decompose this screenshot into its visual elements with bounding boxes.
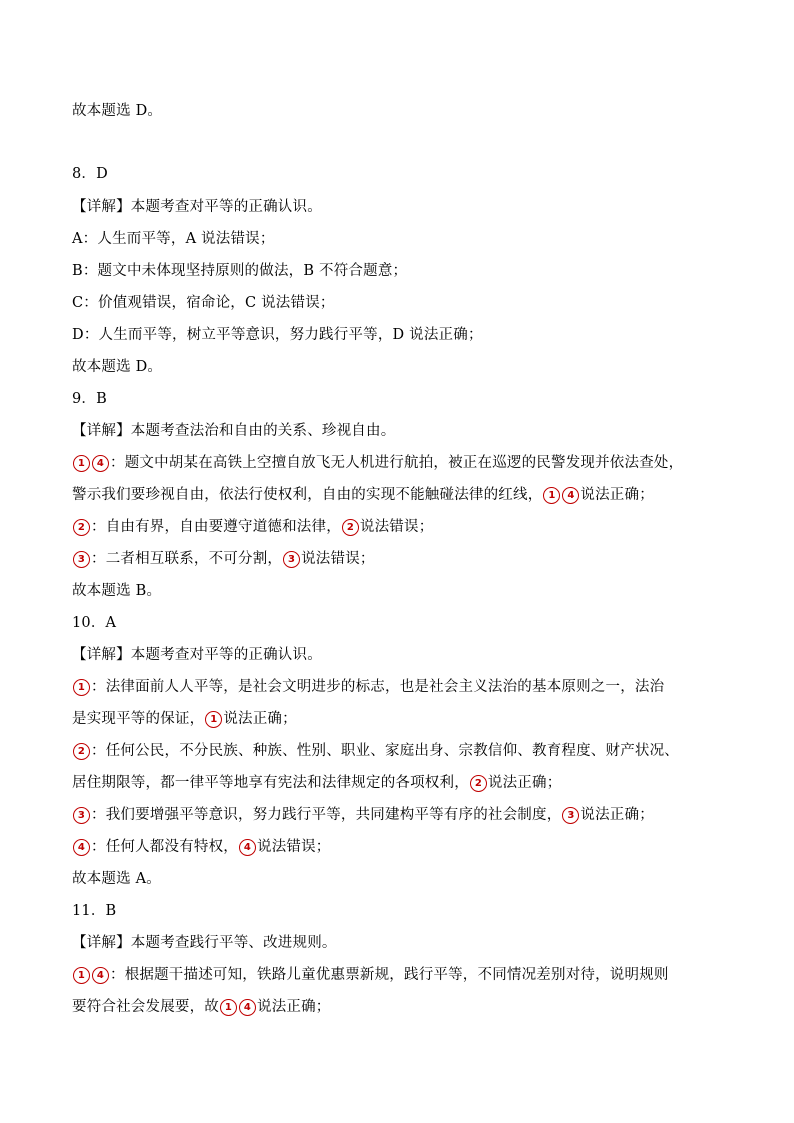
text-line: 【详解】本题考查践行平等、改进规则。 (72, 935, 337, 951)
circled-number-1: 1 (73, 455, 90, 472)
circled-number-1: 1 (73, 967, 90, 984)
circled-number-4: 4 (92, 455, 109, 472)
circled-number-3: 3 (73, 551, 90, 568)
question-number: 8．D (72, 166, 108, 182)
text-line: 故本题选 A。 (72, 871, 161, 887)
text-line: C：价值观错误，宿命论，C 说法错误； (72, 295, 335, 311)
text-line: D：人生而平等，树立平等意识，努力践行平等，D 说法正确； (72, 327, 483, 343)
circled-number-3: 3 (562, 807, 579, 824)
circled-number-1: 1 (220, 999, 237, 1016)
text-line: 1 4 ：根据题干描述可知，铁路儿童优惠票新规，践行平等，不同情况差别对待，说明规则 (72, 965, 669, 985)
circled-number-2: 2 (73, 743, 90, 760)
text-line: 4 ：任何人都没有特权， 4 说法错误； (72, 837, 331, 857)
circled-number-4: 4 (239, 839, 256, 856)
circled-number-2: 2 (73, 519, 90, 536)
circled-number-1: 1 (73, 679, 90, 696)
text-line: 居住期限等，都一律平等地享有宪法和法律规定的各项权利， 2 说法正确； (72, 775, 562, 791)
text-line: 是实现平等的保证， 1 说法正确； (72, 711, 297, 727)
circled-number-3: 3 (73, 807, 90, 824)
text-line: 【详解】本题考查对平等的正确认识。 (72, 647, 322, 663)
text-line: 【详解】本题考查对平等的正确认识。 (72, 199, 322, 215)
circled-number-3: 3 (283, 551, 300, 568)
circled-number-4: 4 (73, 839, 90, 856)
text-line: 2 ：自由有界，自由要遵守道德和法律， 2 说法错误； (72, 517, 433, 537)
text-line: 故本题选 D。 (72, 359, 163, 375)
circled-number-1: 1 (205, 711, 222, 728)
text-line: 故本题选 B。 (72, 583, 162, 599)
text-line: 警示我们要珍视自由，依法行使权利，自由的实现不能触碰法律的红线， 1 4 说法正确； (72, 487, 654, 503)
text-line: 要符合社会发展要，故 1 4 说法正确； (72, 999, 331, 1015)
text-line: 3 ：二者相互联系，不可分割， 3 说法错误； (72, 549, 375, 569)
text-line: 故本题选 D。 (72, 103, 163, 119)
circled-number-1: 1 (543, 487, 560, 504)
circled-number-2: 2 (470, 775, 487, 792)
question-number: 9．B (72, 391, 107, 407)
circled-number-4: 4 (562, 487, 579, 504)
text-line: 1 ：法律面前人人平等，是社会文明进步的标志，也是社会主义法治的基本原则之一，法治 (72, 677, 664, 697)
text-line: 1 4 ：题文中胡某在高铁上空擅自放飞无人机进行航拍，被正在巡逻的民警发现并依法查处， (72, 453, 683, 473)
circled-number-4: 4 (92, 967, 109, 984)
text-line: 【详解】本题考查法治和自由的关系、珍视自由。 (72, 423, 396, 439)
question-number: 10．A (72, 615, 117, 631)
circled-number-2: 2 (342, 519, 359, 536)
question-number: 11．B (72, 903, 117, 919)
text-line: 2 ：任何公民，不分民族、种族、性别、职业、家庭出身、宗教信仰、教育程度、财产状况、 (72, 741, 679, 761)
circled-number-4: 4 (239, 999, 256, 1016)
text-line: 3 ：我们要增强平等意识，努力践行平等，共同建构平等有序的社会制度， 3 说法正确； (72, 805, 654, 825)
text-line: B：题文中未体现坚持原则的做法，B 不符合题意； (72, 263, 408, 279)
text-line: A：人生而平等，A 说法错误； (72, 231, 275, 247)
